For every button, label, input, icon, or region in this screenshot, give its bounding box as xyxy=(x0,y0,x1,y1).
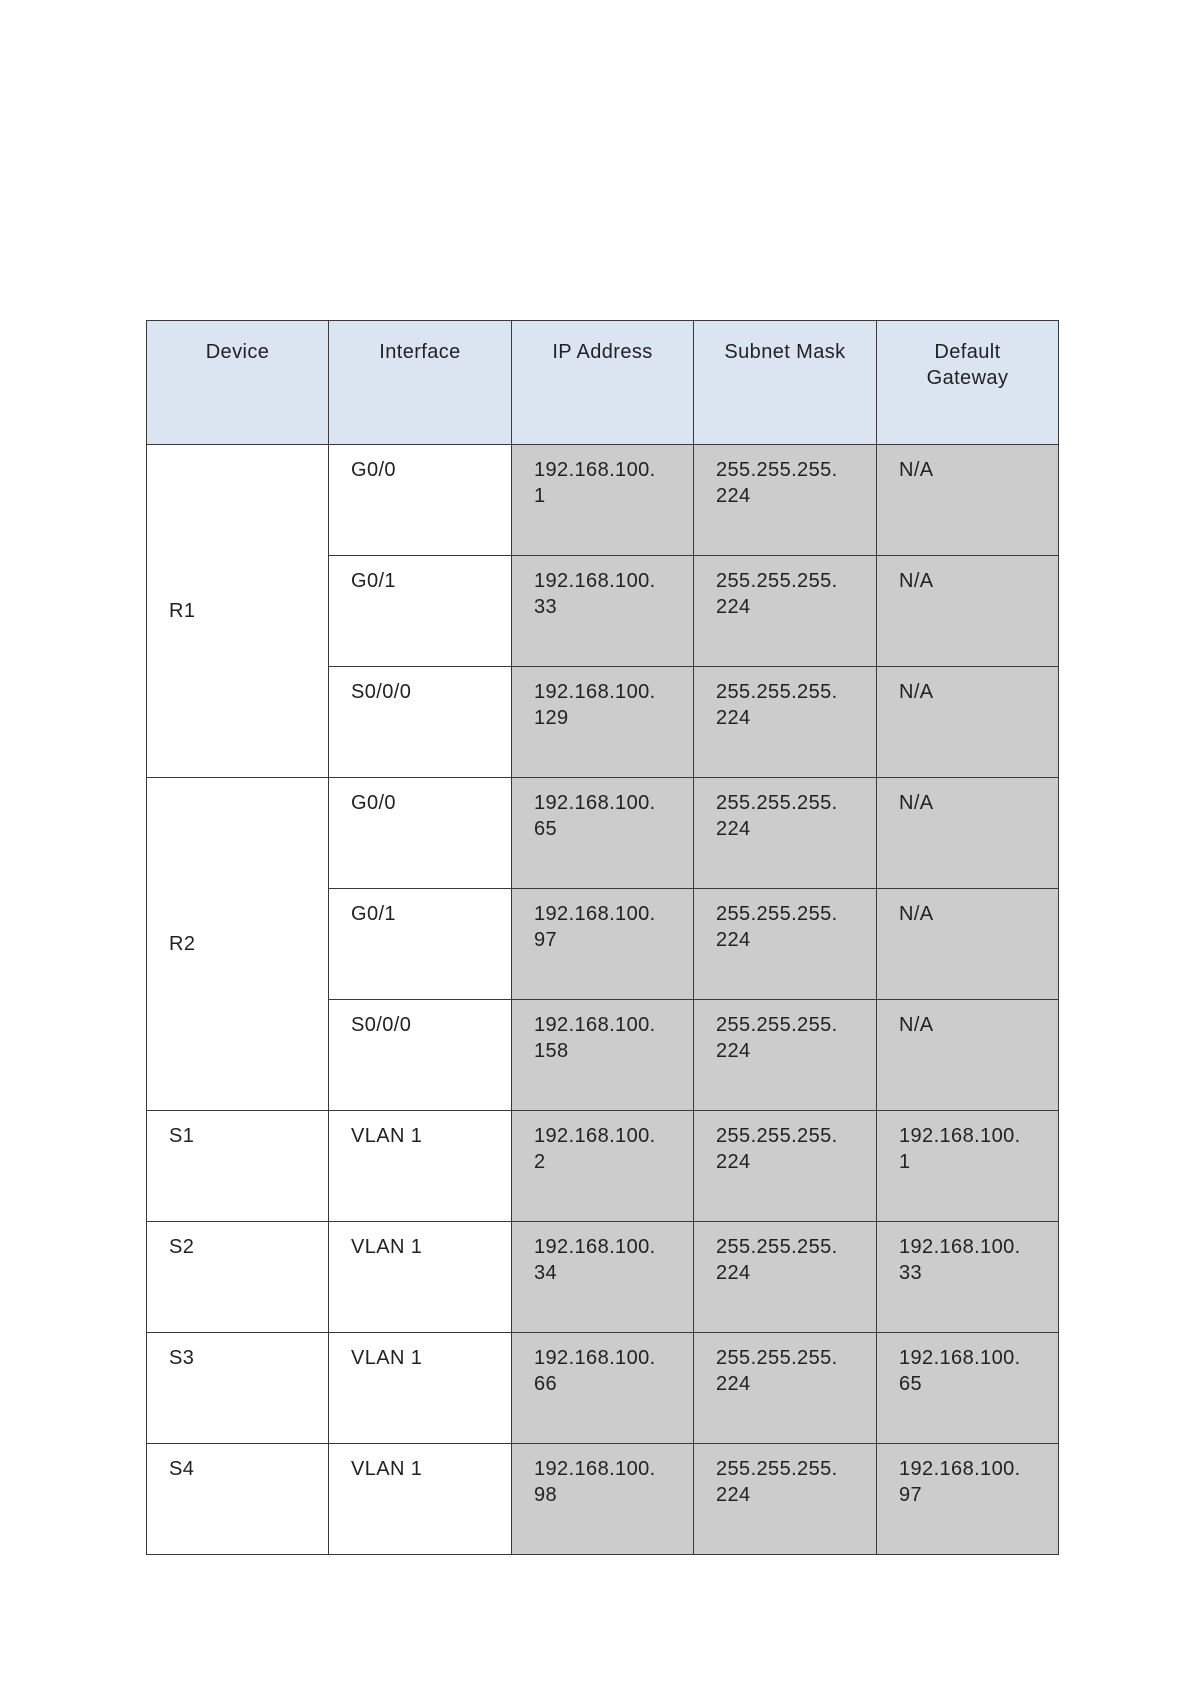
table-row xyxy=(147,445,1059,556)
default-gateway-cell: N/A xyxy=(877,778,1059,889)
table-row xyxy=(147,1111,1059,1222)
subnet-mask-cell: 255.255.255. 224 xyxy=(694,778,877,889)
header-interface: Interface xyxy=(329,321,512,445)
addressing-table xyxy=(146,320,1059,1555)
subnet-mask-cell: 255.255.255. 224 xyxy=(694,445,877,556)
default-gateway-cell: 192.168.100. 33 xyxy=(877,1222,1059,1333)
header-default-gateway: Default Gateway xyxy=(877,321,1059,445)
interface-cell: VLAN 1 xyxy=(329,1333,512,1444)
interface-cell: G0/0 xyxy=(329,445,512,556)
default-gateway-cell: N/A xyxy=(877,556,1059,667)
interface-cell: VLAN 1 xyxy=(329,1444,512,1555)
interface-cell: S0/0/0 xyxy=(329,667,512,778)
table-row xyxy=(147,1222,1059,1333)
table-row xyxy=(147,1333,1059,1444)
default-gateway-cell: 192.168.100. 97 xyxy=(877,1444,1059,1555)
interface-cell: G0/1 xyxy=(329,889,512,1000)
header-ip-address: IP Address xyxy=(512,321,694,445)
subnet-mask-cell: 255.255.255. 224 xyxy=(694,667,877,778)
ip-address-cell: 192.168.100. 158 xyxy=(512,1000,694,1111)
interface-cell: VLAN 1 xyxy=(329,1222,512,1333)
subnet-mask-cell: 255.255.255. 224 xyxy=(694,1111,877,1222)
subnet-mask-cell: 255.255.255. 224 xyxy=(694,1000,877,1111)
interface-cell: G0/1 xyxy=(329,556,512,667)
device-cell: S1 xyxy=(147,1111,329,1222)
subnet-mask-cell: 255.255.255. 224 xyxy=(694,889,877,1000)
ip-address-cell: 192.168.100. 33 xyxy=(512,556,694,667)
device-cell: S4 xyxy=(147,1444,329,1555)
default-gateway-cell: N/A xyxy=(877,1000,1059,1111)
header-subnet-mask: Subnet Mask xyxy=(694,321,877,445)
ip-address-cell: 192.168.100. 65 xyxy=(512,778,694,889)
ip-address-cell: 192.168.100. 1 xyxy=(512,445,694,556)
interface-cell: VLAN 1 xyxy=(329,1111,512,1222)
device-cell: R1 xyxy=(147,445,329,778)
default-gateway-cell: N/A xyxy=(877,445,1059,556)
table-header xyxy=(147,321,1059,445)
ip-address-cell: 192.168.100. 129 xyxy=(512,667,694,778)
default-gateway-cell: 192.168.100. 1 xyxy=(877,1111,1059,1222)
default-gateway-cell: N/A xyxy=(877,667,1059,778)
device-cell: S2 xyxy=(147,1222,329,1333)
header-device: Device xyxy=(147,321,329,445)
subnet-mask-cell: 255.255.255. 224 xyxy=(694,1444,877,1555)
device-cell: R2 xyxy=(147,778,329,1111)
ip-address-cell: 192.168.100. 98 xyxy=(512,1444,694,1555)
table-row xyxy=(147,1444,1059,1555)
table-body xyxy=(147,445,1059,1555)
ip-address-cell: 192.168.100. 97 xyxy=(512,889,694,1000)
table-row xyxy=(147,778,1059,889)
header-row xyxy=(147,321,1059,445)
subnet-mask-cell: 255.255.255. 224 xyxy=(694,556,877,667)
subnet-mask-cell: 255.255.255. 224 xyxy=(694,1333,877,1444)
device-cell: S3 xyxy=(147,1333,329,1444)
default-gateway-cell: 192.168.100. 65 xyxy=(877,1333,1059,1444)
interface-cell: G0/0 xyxy=(329,778,512,889)
interface-cell: S0/0/0 xyxy=(329,1000,512,1111)
default-gateway-cell: N/A xyxy=(877,889,1059,1000)
ip-address-cell: 192.168.100. 66 xyxy=(512,1333,694,1444)
ip-address-cell: 192.168.100. 2 xyxy=(512,1111,694,1222)
subnet-mask-cell: 255.255.255. 224 xyxy=(694,1222,877,1333)
ip-address-cell: 192.168.100. 34 xyxy=(512,1222,694,1333)
